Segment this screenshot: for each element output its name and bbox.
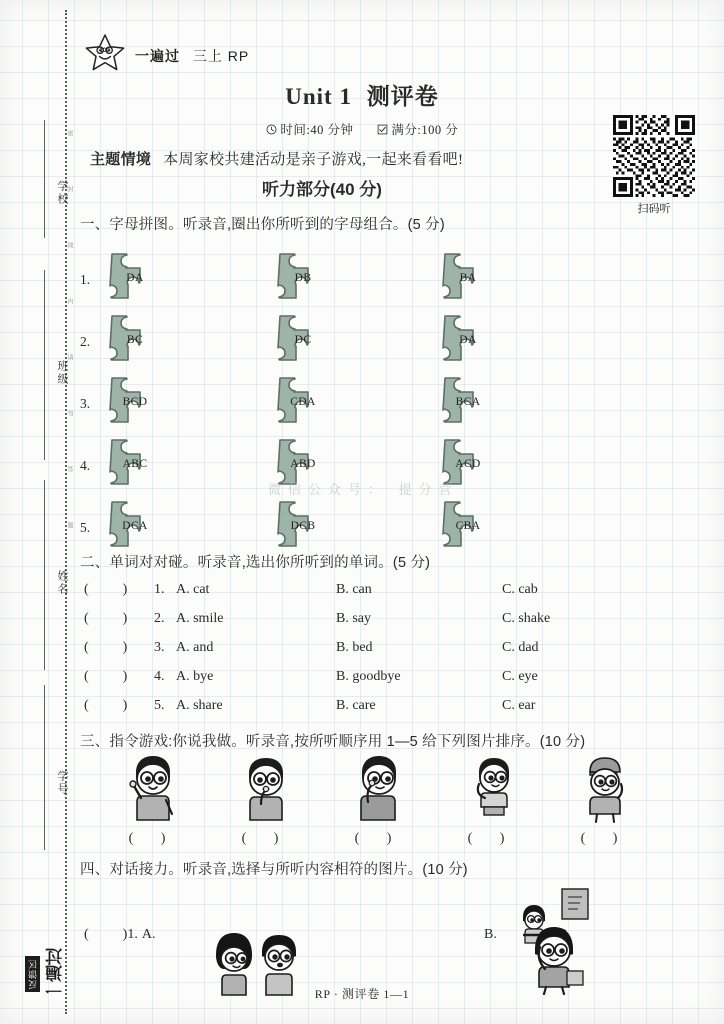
section-1-heading: 一、字母拼图。听录音,圈出你所听到的字母组合。(5 分) [80,217,445,233]
word-row-3-option-b[interactable]: B. bed [336,640,373,655]
page-footer: RP · 测评卷 1—1 [314,987,410,1001]
puzzle-option-3c[interactable] [435,374,501,434]
word-row-5-option-a[interactable]: A. share [176,698,223,713]
qr-code-block[interactable] [606,115,702,216]
puzzle-row-5 [80,498,640,558]
qr-caption: 扫码听 [637,203,671,215]
puzzle-row-1-number: 1. [80,272,91,287]
puzzle-option-5b[interactable] [270,498,336,558]
puzzle-row-3 [80,374,640,434]
puzzle-option-3a-label: BCD [122,396,148,408]
svg-text:100: 100 [99,46,110,54]
puzzle-option-2b-label: DC [294,334,312,346]
puzzle-option-2b[interactable] [270,312,336,372]
scene-label: 主题情境 [90,151,152,168]
word-row-5-option-b[interactable]: B. care [336,698,376,713]
puzzle-option-2c[interactable] [435,312,501,372]
picture-option-2[interactable] [223,752,309,847]
puzzle-option-1c-label: BA [459,272,477,284]
page-header [84,33,249,78]
word-row-1-option-c[interactable]: C. cab [502,582,538,597]
puzzle-option-1c[interactable] [435,250,501,310]
puzzle-option-2a-label: BC [126,334,144,346]
puzzle-row-4-number: 4. [80,458,91,473]
word-row-5 [84,698,644,726]
total-score-label: 满分:100 分 [391,123,459,137]
answer-blank-1[interactable]: ( ) [84,582,128,597]
sidebar-label-name: 姓名 [56,570,68,596]
word-row-4-option-b[interactable]: B. goodbye [336,669,401,684]
picture-option-5[interactable] [562,752,648,847]
puzzle-option-5a[interactable] [102,498,168,558]
puzzle-option-5b-label: DCB [290,520,316,532]
puzzle-row-2 [80,312,640,372]
seal-microtext: 密 封 线 内 请 勿 答 题 [66,130,72,550]
word-row-2-option-b[interactable]: B. say [336,611,371,626]
answer-blank-4[interactable]: ( ) [84,669,128,684]
section-3-picture-row [110,752,650,852]
picture-option-4[interactable] [449,752,535,847]
picture-option-4-answer[interactable]: ( ) [467,831,517,846]
word-row-3-option-c[interactable]: C. dad [502,640,539,655]
puzzle-row-1 [80,250,640,310]
word-row-2-option-c[interactable]: C. shake [502,611,551,626]
word-row-2-option-a[interactable]: A. smile [176,611,224,626]
puzzle-option-5c-label: CBA [455,520,481,532]
answer-blank-5[interactable]: ( ) [84,698,128,713]
seal-rule-4 [44,685,45,850]
puzzle-row-5-number: 5. [80,520,91,535]
time-limit-label: 时间:40 分钟 [280,123,354,137]
puzzle-option-1b[interactable] [270,250,336,310]
puzzle-option-4b-label: ABD [290,458,316,470]
word-row-3-option-a[interactable]: A. and [176,640,214,655]
puzzle-option-1a[interactable] [102,250,168,310]
header-brand-label [135,46,249,66]
section-3-heading: 三、指令游戏:你说我做。听录音,按所听顺序用 1—5 给下列图片排序。(10 分) [80,734,586,750]
sidebar-label-student-no: 学号 [56,770,68,796]
puzzle-option-2a[interactable] [102,312,168,372]
word-row-4-option-a[interactable]: A. bye [176,669,214,684]
puzzle-option-1b-label: DB [294,272,312,284]
star-logo-icon [84,33,126,78]
word-row-4-number: 4. [154,669,165,684]
answer-blank-3[interactable]: ( ) [84,640,128,655]
word-row-4 [84,669,644,697]
section-2-heading: 二、单词对对碰。听录音,选出你所听到的单词。(5 分) [80,555,431,571]
brand-vertical-name: 一遍过 [46,948,65,999]
word-row-3-number: 3. [154,640,165,655]
word-row-2 [84,611,644,639]
sidebar-label-school: 学校 [56,180,68,206]
word-row-5-number: 5. [154,698,165,713]
page-title [0,78,724,111]
watermark: 微信公众号： 提分营 [268,482,459,497]
picture-option-3-answer[interactable]: ( ) [354,831,404,846]
boy-pointing-up-icon [122,752,184,824]
puzzle-option-2c-label: DA [459,334,477,346]
word-row-5-option-c[interactable]: C. ear [502,698,536,713]
title-cn: 测评卷 [366,83,439,109]
section-4-option-b-picture[interactable] [512,887,612,1000]
picture-option-3[interactable] [336,752,422,847]
puzzle-row-2-number: 2. [80,334,91,349]
boy-waving-hand-icon [461,752,523,824]
puzzle-option-3b[interactable] [270,374,336,434]
checkbox-icon [377,123,392,137]
grade-label: 三上 RP [192,47,250,64]
picture-option-5-answer[interactable]: ( ) [580,831,630,846]
word-row-1 [84,582,644,610]
listening-part-title: 听力部分(40 分) [262,180,382,199]
clock-icon [266,123,281,137]
kid-with-backpack-and-sign-icon [512,887,612,995]
puzzle-option-4a[interactable] [102,436,168,496]
puzzle-option-5c[interactable] [435,498,501,558]
title-unit: Unit 1 [285,84,352,109]
puzzle-option-4c-label: ACD [455,458,481,470]
section-4-option-a-label: A. [141,927,156,942]
puzzle-option-3c-label: BCA [455,396,481,408]
scene-text: 本周家校共建活动是亲子游戏,一起来看看吧! [163,152,464,168]
brand-name: 一遍过 [135,47,180,64]
picture-option-2-answer[interactable]: ( ) [241,831,291,846]
scene-context [90,148,590,169]
word-row-1-option-b[interactable]: B. can [336,582,372,597]
girl-with-cap-icon [574,752,636,824]
word-row-2-number: 2. [154,611,165,626]
picture-option-1[interactable] [110,752,196,847]
sidebar-label-class: 班级 [56,360,68,386]
answer-blank-2[interactable]: ( ) [84,611,128,626]
boy-hand-to-mouth-icon [235,752,297,824]
word-row-1-number: 1. [154,582,165,597]
section-4-option-b-label: B. [484,927,497,942]
qr-code-icon[interactable] [613,115,695,197]
puzzle-option-3a[interactable] [102,374,168,434]
section-4-number: 1. [127,927,138,942]
word-row-1-option-a[interactable]: A. cat [176,582,210,597]
boy-touching-ear-icon [348,752,410,824]
section-4-heading: 四、对话接力。听录音,选择与所听内容相符的图片。(10 分) [80,862,468,878]
puzzle-option-1a-label: DA [126,272,144,284]
section-4-answer-blank[interactable]: ( )1. A. [84,927,156,942]
puzzle-option-3b-label: CDA [290,396,316,408]
puzzle-row-3-number: 3. [80,396,91,411]
picture-option-1-answer[interactable]: ( ) [128,831,178,846]
feedback-zone-badge: 反馈区 [25,956,40,992]
word-row-4-option-c[interactable]: C. eye [502,669,538,684]
puzzle-option-4a-label: ABC [122,458,148,470]
word-row-3 [84,640,644,668]
puzzle-option-5a-label: DCA [122,520,148,532]
